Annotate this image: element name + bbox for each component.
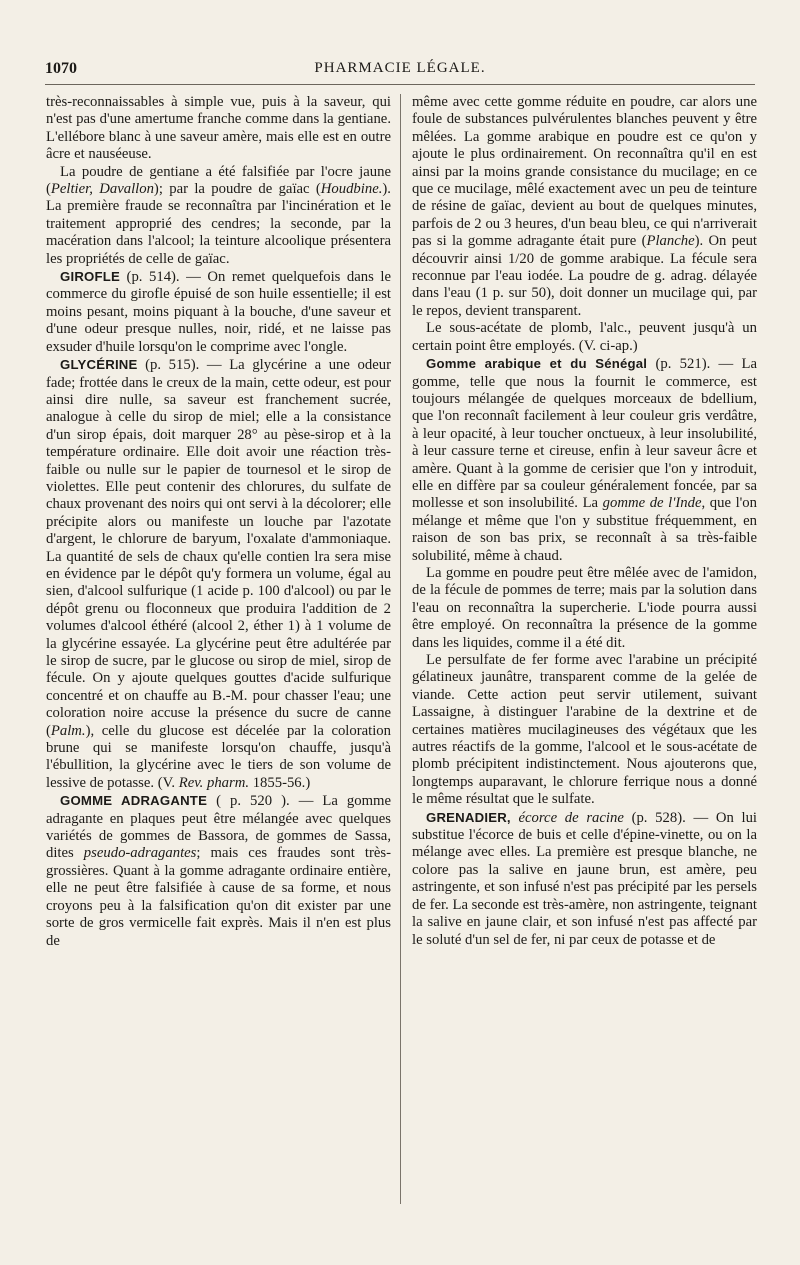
running-head: PHARMACIE LÉGALE. [314,60,486,76]
entry-heading-girofle: GIROFLE [60,269,121,285]
column-divider [400,94,401,1204]
left-column [46,94,391,950]
entry-heading-grenadier: GRENADIER, [426,809,511,825]
entry-gomme-adragante: GOMME ADRAGANTE ( p. 520 ). — La gomme adragante en plaques peut être mélangée avec quelques variétés de gommes de Bassora, de gommes de Sassa, dites pseudo-adragantes; mais ces fraudes sont très-grossières. Quant à la gomme adragante ordinaire entière, elle ne peut être falsifiée à cause de sa forme, et nous croyons peu à la falsification qu'on dit exister par une sorte de gros vermicelle fait exprès. Mais il n'en est plus de [46,793,391,949]
page-header [45,58,755,85]
entry-heading-glycerine: GLYCÉRINE [60,357,138,373]
paragraph-gomme-poudre: même avec cette gomme réduite en poudre, car alors une foule de substances pulvérulentes blanches peuvent y être mêlées. La gomme arabique en poudre est ce qu'on y ajoute le plus ordinairement. On reconnaîtra qu'il en est ainsi par la moins grande consistance du mucilage; en ce que ce mucilage, mêlé exactement avec un peu de teinture de résine de gaïac, devient au bout de quelques minutes, parfois de 2 ou 3 heures, d'un beau bleu, ce qui n'arriverait pas si la gomme adragante était pure (Planche). On peut découvrir ainsi 1/20 de gomme arabique. La fécule sera reconnue par l'eau iodée. La poudre de g. adrag. délayée dans l'eau (1 p. sur 50), doit donner un mucilage qui, par le repos, devient transparent. [412,94,757,319]
entry-heading-gomme-arabique: Gomme arabique et du Sénégal [426,356,648,372]
entry-heading-gomme-adragante: GOMME ADRAGANTE [60,793,208,809]
paragraph-persulfate: Le persulfate de fer forme avec l'arabine un précipité gélatineux jaunâtre, transparent comme de la gelée de viande. Cette action peut servir utilement, suivant Lassaigne, à distinguer l'arabine de la dextrine et de certaines matières mucilagineuses des végétaux que les autres réactifs de la gomme, l'alcool et le sous-acétate de plomb précipitent indistinctement. Nous ajouterons que, longtemps auparavant, le chlorure ferrique nous a donné le même résultat que le sulfate. [412,652,757,808]
entry-glycerine: GLYCÉRINE (p. 515). — La glycérine a une odeur fade; frottée dans le creux de la main, cette odeur, est pour ainsi dire nulle, sa saveur est franchement sucrée, analogue à celle du sirop de miel; elle a la consistance d'un sirop épais, doit marquer 28° au pèse-sirop et à la température ordinaire. Elle doit avoir une réaction très-faible ou nulle sur le papier de tournesol et le sirop de violettes. Elle peut contenir des chlorures, du sulfate de chaux provenant des noirs qui ont servi à la décolorer; elle précipite alors ou manifeste un louche par l'azotate d'argent, le chlorure de baryum, l'oxalate d'ammoniaque. La quantité de sels de chaux qu'elle contien lra sera mise en évidence par le dépôt qu'y formera un volume, égal au sien, d'alcool sulfurique (1 acide p. 100 d'alcool) ou par le dépôt grenu ou floconneux que produira l'addition de 2 volumes d'alcool éthéré (alcool 2, éther 1) à 1 volume de la glycérine essayée. La glycérine peut être adultérée par le sirop de sucre, par le glucose ou sirop de miel, sirop de fécule. On y ajoute quelques gouttes d'acide sulfurique concentré et on chauffe au B.-M. pour chasser l'eau; une coloration noire accuse la présence du sucre de canne (Palm.), celle du glucose est décelée par la coloration brune qui se manifeste lorsqu'on chauffe, jusqu'à l'ébullition, la glycérine avec le tiers de son volume de lessive de potasse. (V. Rev. pharm. 1855-56.) [46,357,391,791]
paragraph-gomme-amidon: La gomme en poudre peut être mêlée avec de l'amidon, de la fécule de pommes de terre; mais par la solution dans l'eau on reconnaîtra la supercherie. L'iode pourra aussi être employé. On reconnaîtra la présence de la gomme dans les liquides, comme il a été dit. [412,564,757,651]
paragraph-sous-acetate: Le sous-acétate de plomb, l'alc., peuvent jusqu'à un certain point être employés. (V. ci-ap.) [412,320,757,354]
page-number: 1070 [45,60,77,77]
entry-girofle: GIROFLE (p. 514). — On remet quelquefois dans le commerce du girofle épuisé de son huile essentielle; il est moins pesant, moins piquant à la bouche, d'une saveur et d'une odeur presque nulles, noir, ridé, et ne laisse pas exsuder d'huile lorsqu'on le comprime avec l'ongle. [46,269,391,355]
entry-grenadier: GRENADIER, écorce de racine (p. 528). — On lui substitue l'écorce de buis et celle d'épine-vinette, ou on la mélange avec elles. La première est presque blanche, ne colore pas la salive en jaune brun, est amère, peu astringente, et son infusé n'est pas précipité par les persels de fer. La seconde est très-amère, non astringente, teignant la salive en jaune clair, et son infusé n'est pas affecté par le soluté d'un sel de fer, ni par ceux de potasse et de [412,809,757,948]
paragraph-ellebore: très-reconnaissables à simple vue, puis à la saveur, qui n'est pas d'une amertume franche comme dans la gentiane. L'ellébore blanc à une saveur amère, mais elle est en outre âcre et nauséeuse. [46,94,391,163]
entry-gomme-arabique: Gomme arabique et du Sénégal (p. 521). — La gomme, telle que nous la fournit le commerce, est toujours mélangée de quelques morceaux de bdellium, que l'on reconnaît facilement à leur couleur gris verdâtre, à leur opacité, à leur toucher onctueux, à leur insolubilité, à leur cassure terne et cireuse, enfin à leur saveur âcre et amère. Quant à la gomme de cerisier que l'on y introduit, elle en diffère par sa couleur généralement foncée, par sa mollesse et son insolubilité. La gomme de l'Inde, que l'on mélange et même que l'on y substitue fréquemment, en raison de son bas prix, se reconnaît à sa très-faible solubilité, même à chaud. [412,356,757,564]
right-column [412,94,757,949]
paragraph-gentiane: La poudre de gentiane a été falsifiée par l'ocre jaune (Peltier, Davallon); par la poudre de gaïac (Houdbine.). La première fraude se reconnaîtra par l'incinération et le traitement approprié des cendres; la seconde, par la macération dans l'alcool; la teinture alcoolique présentera les propriétés de celle de gaïac. [46,163,391,267]
